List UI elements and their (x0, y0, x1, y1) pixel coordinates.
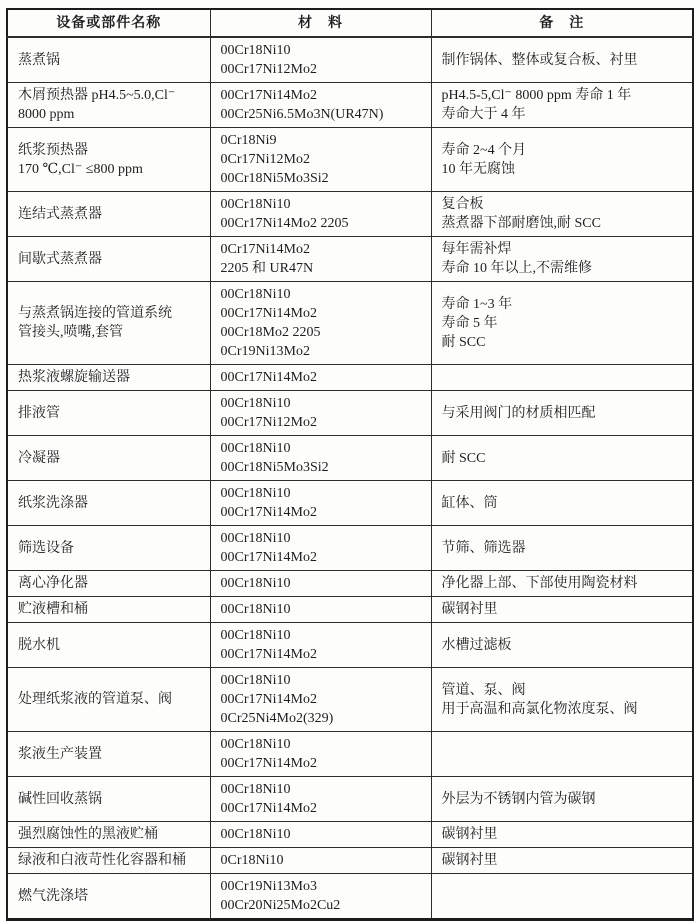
cell-remarks (431, 391, 693, 436)
cell-equipment-name (7, 128, 210, 192)
cell-line: 强烈腐蚀性的黑液贮桶 (18, 827, 158, 842)
cell-line: 00Cr18Ni10 (220, 486, 291, 501)
table-row (7, 822, 693, 848)
cell-line: 00Cr25Ni6.5Mo3N(UR47N) (220, 107, 384, 122)
cell-material (210, 597, 431, 623)
cell-remarks (431, 481, 693, 526)
cell-remarks (431, 365, 693, 391)
cell-material (210, 848, 431, 874)
cell-line: 8000 ppm (18, 107, 75, 122)
cell-material (210, 623, 431, 668)
cell-line: 0Cr18Ni9 (220, 133, 277, 148)
cell-line: 00Cr17Ni14Mo2 (220, 647, 317, 662)
cell-line: 00Cr19Ni13Mo3 (220, 879, 317, 894)
cell-remarks (431, 668, 693, 732)
cell-remarks (431, 732, 693, 777)
cell-line: 00Cr18Ni10 (220, 531, 291, 546)
cell-equipment-name (7, 668, 210, 732)
cell-line: 蒸煮器下部耐磨蚀,耐 SCC (441, 216, 601, 231)
cell-line: 00Cr18Ni10 (220, 602, 291, 617)
cell-line: 制作锅体、整体或复合板、衬里 (441, 52, 638, 68)
cell-material (210, 436, 431, 481)
cell-line: 与蒸煮锅连接的管道系统 (18, 306, 172, 321)
cell-line: 净化器上部、下部使用陶瓷材料 (441, 576, 638, 591)
cell-line: 节筛、筛选器 (441, 540, 526, 556)
cell-equipment-name (7, 391, 210, 436)
cell-material (210, 668, 431, 732)
table-row (7, 436, 693, 481)
cell-remarks (431, 526, 693, 571)
cell-line: 170 ℃,Cl⁻ ≤800 ppm (18, 161, 143, 177)
table-row (7, 874, 693, 920)
cell-line: 00Cr18Ni10 (220, 737, 291, 752)
cell-line: 排液管 (18, 405, 60, 421)
cell-line: 碳钢衬里 (441, 853, 498, 868)
cell-equipment-name (7, 597, 210, 623)
cell-material (210, 128, 431, 192)
cell-line: 2205 和 UR47N (220, 261, 314, 276)
cell-equipment-name (7, 192, 210, 237)
cell-line: 00Cr17Ni14Mo2 2205 (220, 216, 349, 231)
cell-equipment-name (7, 848, 210, 874)
cell-line: 0Cr17Ni14Mo2 (220, 242, 310, 257)
cell-line: 00Cr18Ni5Mo3Si2 (220, 171, 329, 186)
cell-equipment-name (7, 237, 210, 282)
cell-line: 管道、泵、阀 (441, 682, 526, 698)
cell-equipment-name (7, 732, 210, 777)
cell-material (210, 37, 431, 83)
table-row (7, 192, 693, 237)
cell-line: 管接头,喷嘴,套管 (18, 325, 123, 340)
header-equipment-name: 设备或部件名称 (7, 9, 210, 37)
table-row (7, 282, 693, 365)
table-row (7, 526, 693, 571)
cell-line: 寿命 1~3 年 (441, 296, 513, 312)
cell-line: 纸浆预热器 (18, 142, 88, 158)
cell-line: 用于高温和高氯化物浓度泵、阀 (441, 701, 638, 717)
table-row (7, 128, 693, 192)
cell-line: 耐 SCC (441, 450, 486, 466)
table-row (7, 623, 693, 668)
cell-line: 寿命 10 年以上,不需维修 (441, 261, 592, 276)
cell-equipment-name (7, 822, 210, 848)
header-row (7, 9, 693, 37)
cell-equipment-name (7, 436, 210, 481)
table-row (7, 37, 693, 83)
cell-line: 间歇式蒸煮器 (18, 251, 102, 267)
cell-line: 耐 SCC (441, 334, 486, 350)
cell-remarks (431, 83, 693, 128)
cell-line: 贮液槽和桶 (18, 602, 88, 617)
table-row (7, 571, 693, 597)
cell-remarks (431, 282, 693, 365)
materials-spec-table (6, 8, 694, 921)
cell-equipment-name (7, 526, 210, 571)
cell-equipment-name (7, 282, 210, 365)
cell-line: 寿命 5 年 (441, 315, 498, 331)
cell-line: 00Cr18Ni10 (220, 673, 291, 688)
cell-remarks (431, 623, 693, 668)
cell-line: 离心净化器 (18, 576, 88, 591)
table-row (7, 777, 693, 822)
cell-line: 浆液生产装置 (18, 746, 102, 762)
cell-line: 碳钢衬里 (441, 602, 498, 617)
cell-line: 00Cr17Ni12Mo2 (220, 415, 317, 430)
cell-line: 木屑预热器 pH4.5~5.0,Cl⁻ (18, 88, 176, 103)
cell-line: 脱水机 (18, 637, 60, 653)
cell-remarks (431, 37, 693, 83)
cell-material (210, 481, 431, 526)
cell-line: 碳钢衬里 (441, 827, 498, 842)
table-row (7, 668, 693, 732)
cell-line: 00Cr18Ni10 (220, 43, 291, 58)
cell-line: 00Cr18Ni10 (220, 827, 291, 842)
table-row (7, 237, 693, 282)
table-row (7, 481, 693, 526)
cell-line: 热浆液螺旋输送器 (18, 370, 130, 385)
cell-remarks (431, 874, 693, 920)
cell-equipment-name (7, 874, 210, 920)
table-row (7, 848, 693, 874)
cell-line: 00Cr18Ni10 (220, 441, 291, 456)
cell-line: 处理纸浆液的管道泵、阀 (18, 692, 172, 707)
cell-line: 0Cr25Ni4Mo2(329) (220, 711, 334, 726)
cell-line: 每年需补焊 (441, 242, 512, 257)
cell-material (210, 192, 431, 237)
cell-line: 与采用阀门的材质相匹配 (441, 405, 596, 421)
cell-line: 缸体、筒 (441, 495, 498, 511)
cell-remarks (431, 597, 693, 623)
table-row (7, 365, 693, 391)
cell-line: 连结式蒸煮器 (18, 206, 102, 222)
cell-line: 蒸煮锅 (18, 52, 60, 68)
cell-line: 碱性回收蒸锅 (18, 791, 102, 807)
cell-line: 寿命大于 4 年 (441, 107, 526, 122)
cell-line: 绿液和白液苛性化容器和桶 (18, 853, 186, 868)
cell-line: 0Cr19Ni13Mo2 (220, 344, 310, 359)
cell-line: 00Cr17Ni12Mo2 (220, 62, 317, 77)
cell-material (210, 822, 431, 848)
cell-line: 00Cr17Ni14Mo2 (220, 505, 317, 520)
cell-equipment-name (7, 481, 210, 526)
cell-remarks (431, 237, 693, 282)
table-header (7, 9, 693, 37)
cell-line: 寿命 2~4 个月 (441, 142, 527, 158)
cell-line: 00Cr17Ni14Mo2 (220, 801, 317, 816)
cell-material (210, 282, 431, 365)
cell-remarks (431, 571, 693, 597)
cell-equipment-name (7, 83, 210, 128)
cell-line: 燃气洗涤塔 (18, 888, 88, 904)
cell-line: 00Cr18Ni5Mo3Si2 (220, 460, 329, 475)
cell-remarks (431, 848, 693, 874)
cell-line: 00Cr17Ni14Mo2 (220, 692, 317, 707)
cell-equipment-name (7, 37, 210, 83)
cell-equipment-name (7, 571, 210, 597)
cell-remarks (431, 822, 693, 848)
cell-material (210, 391, 431, 436)
cell-line: 00Cr17Ni14Mo2 (220, 370, 317, 385)
cell-line: 外层为不锈钢内管为碳钢 (441, 791, 596, 807)
table-row (7, 83, 693, 128)
cell-line: 00Cr18Ni10 (220, 396, 291, 411)
cell-equipment-name (7, 777, 210, 822)
cell-equipment-name (7, 365, 210, 391)
cell-remarks (431, 777, 693, 822)
cell-equipment-name (7, 623, 210, 668)
cell-line: 00Cr17Ni14Mo2 (220, 88, 317, 103)
header-remarks: 备 注 (431, 9, 693, 37)
table-row (7, 732, 693, 777)
cell-remarks (431, 128, 693, 192)
cell-line: 00Cr18Ni10 (220, 782, 291, 797)
cell-material (210, 732, 431, 777)
cell-material (210, 777, 431, 822)
cell-line: 水槽过滤板 (441, 637, 512, 653)
cell-material (210, 83, 431, 128)
cell-material (210, 571, 431, 597)
cell-material (210, 526, 431, 571)
cell-material (210, 874, 431, 920)
header-material: 材 料 (210, 9, 431, 37)
cell-line: pH4.5-5,Cl⁻ 8000 ppm 寿命 1 年 (441, 88, 632, 103)
table-row (7, 597, 693, 623)
cell-line: 00Cr20Ni25Mo2Cu2 (220, 898, 341, 913)
cell-line: 00Cr17Ni14Mo2 (220, 550, 317, 565)
cell-line: 0Cr17Ni12Mo2 (220, 152, 310, 167)
cell-line: 00Cr18Ni10 (220, 287, 291, 302)
cell-material (210, 237, 431, 282)
cell-remarks (431, 436, 693, 481)
cell-line: 00Cr17Ni14Mo2 (220, 306, 317, 321)
cell-line: 00Cr18Ni10 (220, 628, 291, 643)
cell-line: 0Cr18Ni10 (220, 853, 284, 868)
cell-material (210, 365, 431, 391)
cell-line: 00Cr18Mo2 2205 (220, 325, 321, 340)
cell-line: 筛选设备 (18, 540, 74, 556)
cell-line: 00Cr17Ni14Mo2 (220, 756, 317, 771)
cell-line: 冷凝器 (18, 450, 60, 466)
cell-line: 复合板 (441, 197, 484, 212)
cell-line: 纸浆洗涤器 (18, 495, 88, 511)
cell-remarks (431, 192, 693, 237)
table-body (7, 37, 693, 920)
cell-line: 00Cr18Ni10 (220, 197, 291, 212)
table-row (7, 391, 693, 436)
cell-line: 00Cr18Ni10 (220, 576, 291, 591)
cell-line: 10 年无腐蚀 (441, 161, 515, 177)
